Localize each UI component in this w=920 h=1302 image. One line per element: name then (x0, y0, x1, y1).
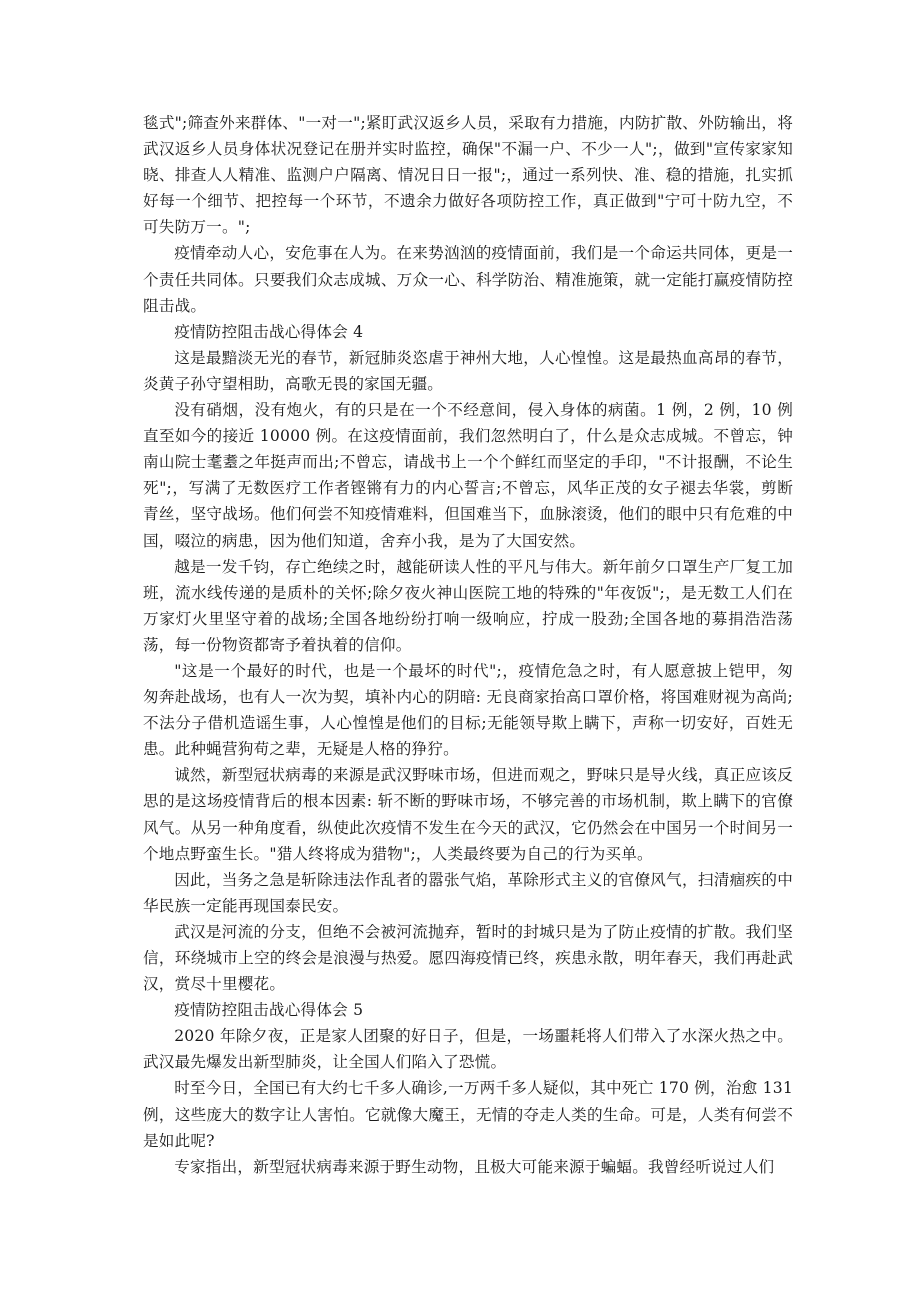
paragraph: "这是一个最好的时代，也是一个最坏的时代";，疫情危急之时，有人愿意披上铠甲，匆匆奔赴战场，也有人一次为契，填补内心的阴暗: 无良商家抬高口罩价格，将国难财视为高尚;不法分子借机造谣生事，人心惶惶是他们的目标;无能领导欺上瞒下，声称一切安好，百姓无患。此种蝇营狗苟之辈，无疑是人格的狰狞。 (143, 661, 793, 759)
paragraph: 诚然，新型冠状病毒的来源是武汉野味市场，但进而观之，野味只是导火线，真正应该反思的是这场疫情背后的根本因素: 斩不断的野味市场，不够完善的市场机制，欺上瞒下的官僚风气。从另一种角度看，纵使此次疫情不发生在今天的武汉，它仍然会在中国另一个时间另一个地点野蛮生长。"猎人终将成为猎物";，人类最终要为自己的行为买单。 (143, 766, 793, 863)
paragraph: 没有硝烟，没有炮火，有的只是在一个不经意间，侵入身体的病菌。1 例，2 例，10 例直至如今的接近 10000 例。在这疫情面前，我们忽然明白了，什么是众志成城。不曾忘，钟南山院士耄耋之年挺声而出;不曾忘，请战书上一个个鲜红而坚定的手印，"不计报酬，不论生死";，写满了无数医疗工作者铿锵有力的内心誓言;不曾忘，风华正茂的女子褪去华裳，剪断青丝，坚守战场。他们何尝不知疫情难料，但国难当下，血脉滚烫，他们的眼中只有危难的中国，啜泣的病患，因为他们知道，舍弃小我，是为了大国安然。 (143, 401, 793, 550)
paragraph: 时至今日，全国已有大约七千多人确诊,一万两千多人疑似，其中死亡 170 例，治愈 131 例，这些庞大的数字让人害怕。它就像大魔王，无情的夺走人类的生命。可是，人类有何尝不是如此呢? (143, 1079, 793, 1150)
document-body (143, 110, 793, 1180)
section-heading: 疫情防控阻击战心得体会 4 (174, 322, 364, 341)
paragraph: 疫情牵动人心，安危事在人为。在来势汹汹的疫情面前，我们是一个命运共同体，更是一个责任共同体。只要我们众志成城、万众一心、科学防治、精准施策，就一定能打赢疫情防控阻击战。 (143, 244, 793, 315)
paragraph: 越是一发千钧，存亡绝续之时，越能研读人性的平凡与伟大。新年前夕口罩生产厂复工加班，流水线传递的是质朴的关怀;除夕夜火神山医院工地的特殊的"年夜饭";，是无数工人们在万家灯火里坚守着的战场;全国各地纷纷打响一级响应，拧成一股劲;全国各地的募捐浩浩荡荡，每一份物资都寄予着执着的信仰。 (143, 557, 793, 654)
paragraph: 武汉是河流的分支，但绝不会被河流抛弃，暂时的封城只是为了防止疫情的扩散。我们坚信，环绕城市上空的终会是浪漫与热爱。愿四海疫情已终，疾患永散，明年春天，我们再赴武汉，赏尽十里樱花。 (143, 922, 793, 994)
section-heading: 疫情防控阻击战心得体会 5 (174, 1001, 364, 1020)
paragraph: 专家指出，新型冠状病毒来源于野生动物，且极大可能来源于蝙蝠。我曾经听说过人们 (174, 1157, 775, 1176)
paragraph: 2020 年除夕夜，正是家人团聚的好日子，但是，一场噩耗将人们带入了水深火热之中。武汉最先爆发出新型肺炎，让全国人们陷入了恐慌。 (143, 1027, 793, 1072)
paragraph: 这是最黯淡无光的春节，新冠肺炎恣虐于神州大地，人心惶惶。这是最热血高昂的春节，炎黄子孙守望相助，高歌无畏的家国无疆。 (143, 348, 793, 393)
paragraph: 因此，当务之急是斩除违法作乱者的嚣张气焰，革除形式主义的官僚风气，扫清痼疾的中华民族一定能再现国泰民安。 (143, 870, 793, 915)
paragraph: 毯式";筛查外来群体、"一对一";紧盯武汉返乡人员，采取有力措施，内防扩散、外防输出，将武汉返乡人员身体状况登记在册并实时监控，确保"不漏一户、不少一人";，做到"宣传家家知晓、排查人人精准、监测户户隔离、情况日日一报";，通过一系列快、准、稳的措施，扎实抓好每一个细节、把控每一个环节，不遗余力做好各项防控工作，真正做到"宁可十防九空，不可失防万一。"; (143, 114, 793, 237)
